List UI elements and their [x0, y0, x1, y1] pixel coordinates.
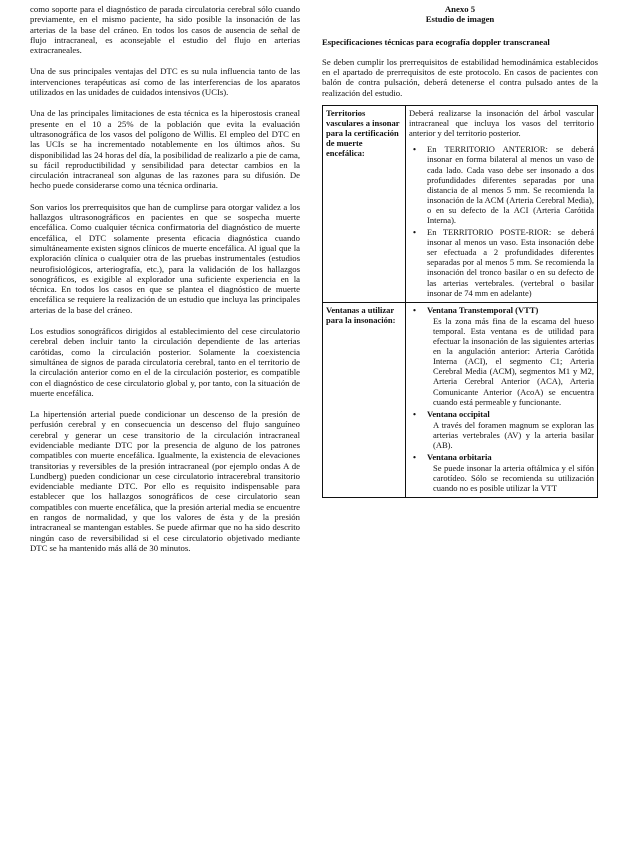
bullet-icon: •: [413, 144, 416, 155]
table-row: [323, 302, 598, 498]
list-item: [413, 227, 594, 298]
list-item: [413, 452, 594, 494]
bullet-icon: •: [413, 408, 416, 419]
window-text-occipital: A través del foramen magnum se exploran las arterias vertebrales (AV) y la arteria basilar (AB).: [433, 419, 594, 450]
anterior-territory-text: En TERRITORIO ANTERIOR: se deberá insonar en forma bilateral al menos un vaso de cada lado. Cada vaso debe ser insonado a dos profundidades diferentes separadas por una distancia de al menos 5 mm. Se recomienda la insonación de la ACM (Arteria Cerebral Media), o en su defecto de la ACI (Arteria Carótida Interna).: [427, 144, 594, 226]
list-item: [413, 144, 594, 226]
annex-title: Anexo 5: [444, 4, 476, 14]
windows-cell: [406, 302, 598, 498]
table-row: [323, 106, 598, 303]
bullet-icon: •: [413, 452, 416, 463]
left-paragraph-1: como soporte para el diagnóstico de parada circulatoria cerebral sólo cuando previamente, en el mismo paciente, ha sido posible la insonación de las arterias de la base del cráneo. En todos los casos de ausencia de señal de flujo intracraneal, es aconsejable el estudio del flujo en arterias extracraneales.: [30, 4, 300, 56]
right-text-column: [322, 4, 598, 498]
left-paragraph-3: Una de las principales limitaciones de esta técnica es la hiperostosis craneal presente en el 10 a 25% de la población que evita la evaluación ultrasonográfica de los vasos del polígono de Willis. El empleo del DTC en las UCIs se ha incrementado notablemente en los últimos años. Su disponibilidad las 24 horas del día, la posibilidad de realizarlo a pie de cama, su fácil reproductibilidad y sensibilidad para detectar cambios en la circulación intracraneal son algunas de las razones para su difusión. De hecho puede considerarse como una técnica ordinaria.: [30, 108, 300, 191]
bullet-icon: •: [413, 304, 416, 315]
left-paragraph-2: Una de sus principales ventajas del DTC es su nula influencia tanto de las intervenciones terapéuticas así como de las interferencias de los aparatos utilizados en las unidades de cuidados intensivos (UCIs).: [30, 66, 300, 98]
territories-list: [409, 144, 594, 297]
left-text-column: [30, 4, 300, 564]
left-paragraph-5: Los estudios sonográficos dirigidos al establecimiento del cese circulatorio cerebral deben incluir tanto la circulación dependiente de las arterias carótidas, como la circulación posterior. Solamente la coexistencia simultánea de signos de parada circulatoria cerebral, tanto en el territorio de la circulación anterior como en el de la circulación posterior, es compatible con el diagnóstico de cese circulatorio global y, por tanto, con la situación de muerte encefálica.: [30, 326, 300, 398]
window-title-transtemporal: Ventana Transtemporal (VTT): [427, 304, 539, 315]
territories-cell: [406, 106, 598, 303]
annex-subtitle: Estudio de imagen: [425, 14, 495, 25]
territories-intro: Deberá realizarse la insonación del árbol vascular intracraneal que incluya los vasos del territorio anterior y del territorio posterior.: [409, 108, 594, 139]
window-title-occipital: Ventana occipital: [427, 408, 490, 419]
territories-label: Territorios vasculares a insonar para la certificación de muerte encefálica:: [323, 106, 406, 303]
intro-paragraph: Se deben cumplir los prerrequisitos de estabilidad hemodinámica establecidos en el apartado de prerrequisitos de este protocolo. En casos de pacientes con balón de contra pulsación, deberá detenerse el contra pulsado antes de la realización del estudio.: [322, 56, 598, 98]
left-paragraph-6: La hipertensión arterial puede condicionar un descenso de la presión de perfusión cerebral y en consecuencia un descenso del flujo sanguíneo cerebral y generar un cese transitorio de la circulación intracraneal evidenciable mediante DTC por la presencia de alguno de los patrones compatibles con muerte encefálica. Igualmente, la existencia de elevaciones transitorias y reversibles de la presión intracraneal (por ejemplo ondas A de Lundberg) pueden condicionar un cese circulatorio intracerebral transitorio evidenciable mediante DTC. Por ello es requisito indispensable para establecer que los hallazgos sonográficos de cese circulatorio sean compatibles con muerte encefálica, que la presión arterial media se encuentre en rangos de normalidad, y que los valores de ésta y de la presión intracraneal se mantengan estables. Se puede afirmar que no ha sido descrito ningún caso de reversibilidad si el cese circulatorio objetivado mediante DTC se ha mantenido más allá de 30 minutos.: [30, 409, 300, 553]
spec-heading: Especificaciones técnicas para ecografía doppler transcraneal: [322, 36, 550, 47]
bullet-icon: •: [413, 227, 416, 238]
posterior-territory-text: En TERRITORIO POSTE-RIOR: se deberá insonar al menos un vaso. Esta insonación debe ser efectuada a 2 profundidades diferentes separadas por al menos 5 mm. Se recomienda la insonación del tronco basilar o en su defecto de las arterias vertebrales. (vertebral o basilar insonar de 74 mm en adelante): [427, 227, 594, 298]
window-text-orbital: Se puede insonar la arteria oftálmica y el sifón carotídeo. Sólo se recomienda su utilización cuando no es posible utilizar la VTT: [433, 463, 594, 494]
windows-label: Ventanas a utilizar para la insonación:: [323, 302, 406, 498]
window-text-transtemporal: Es la zona más fina de la escama del hueso temporal. Esta ventana es de utilidad para efectuar la insonación de las siguientes arterias en la angulación anterior: Arteria Carótida Interna (ACI), el segmento C1; Arteria Cerebral Media (ACM), segmentos M1 y M2, Arteria Cerebral Anterior (ACA), Arteria Comunicante Anterior (AcoA) se encuentra cuando está permeable y funcionante.: [433, 315, 594, 407]
list-item: [413, 304, 594, 407]
list-item: [413, 408, 594, 450]
windows-list: [409, 305, 594, 494]
spec-table: [322, 105, 598, 498]
left-paragraph-4: Son varios los prerrequisitos que han de cumplirse para otorgar validez a los hallazgos ultrasonográficos en pacientes en que se sospecha muerte encefálica. Como cualquier técnica confirmatoria del diagnóstico de muerte encefálica, el DTC solamente presenta eficacia diagnóstica cuando simultáneamente existen signos clínicos de muerte encefálica. Al igual que la exploración clínica o cualquier otra de las pruebas instrumentales (estudios neurofisiológicos, arteriografía, etc.), para la validación de los hallazgos sonográficos, es exigible al explorador una suficiente experiencia en la técnica. En todos los casos en que se plantea el diagnóstico de muerte encefálica se requiere la realización de un estudio que incluya las principales arterias de la base del cráneo.: [30, 201, 300, 315]
window-title-orbital: Ventana orbitaria: [427, 452, 492, 463]
